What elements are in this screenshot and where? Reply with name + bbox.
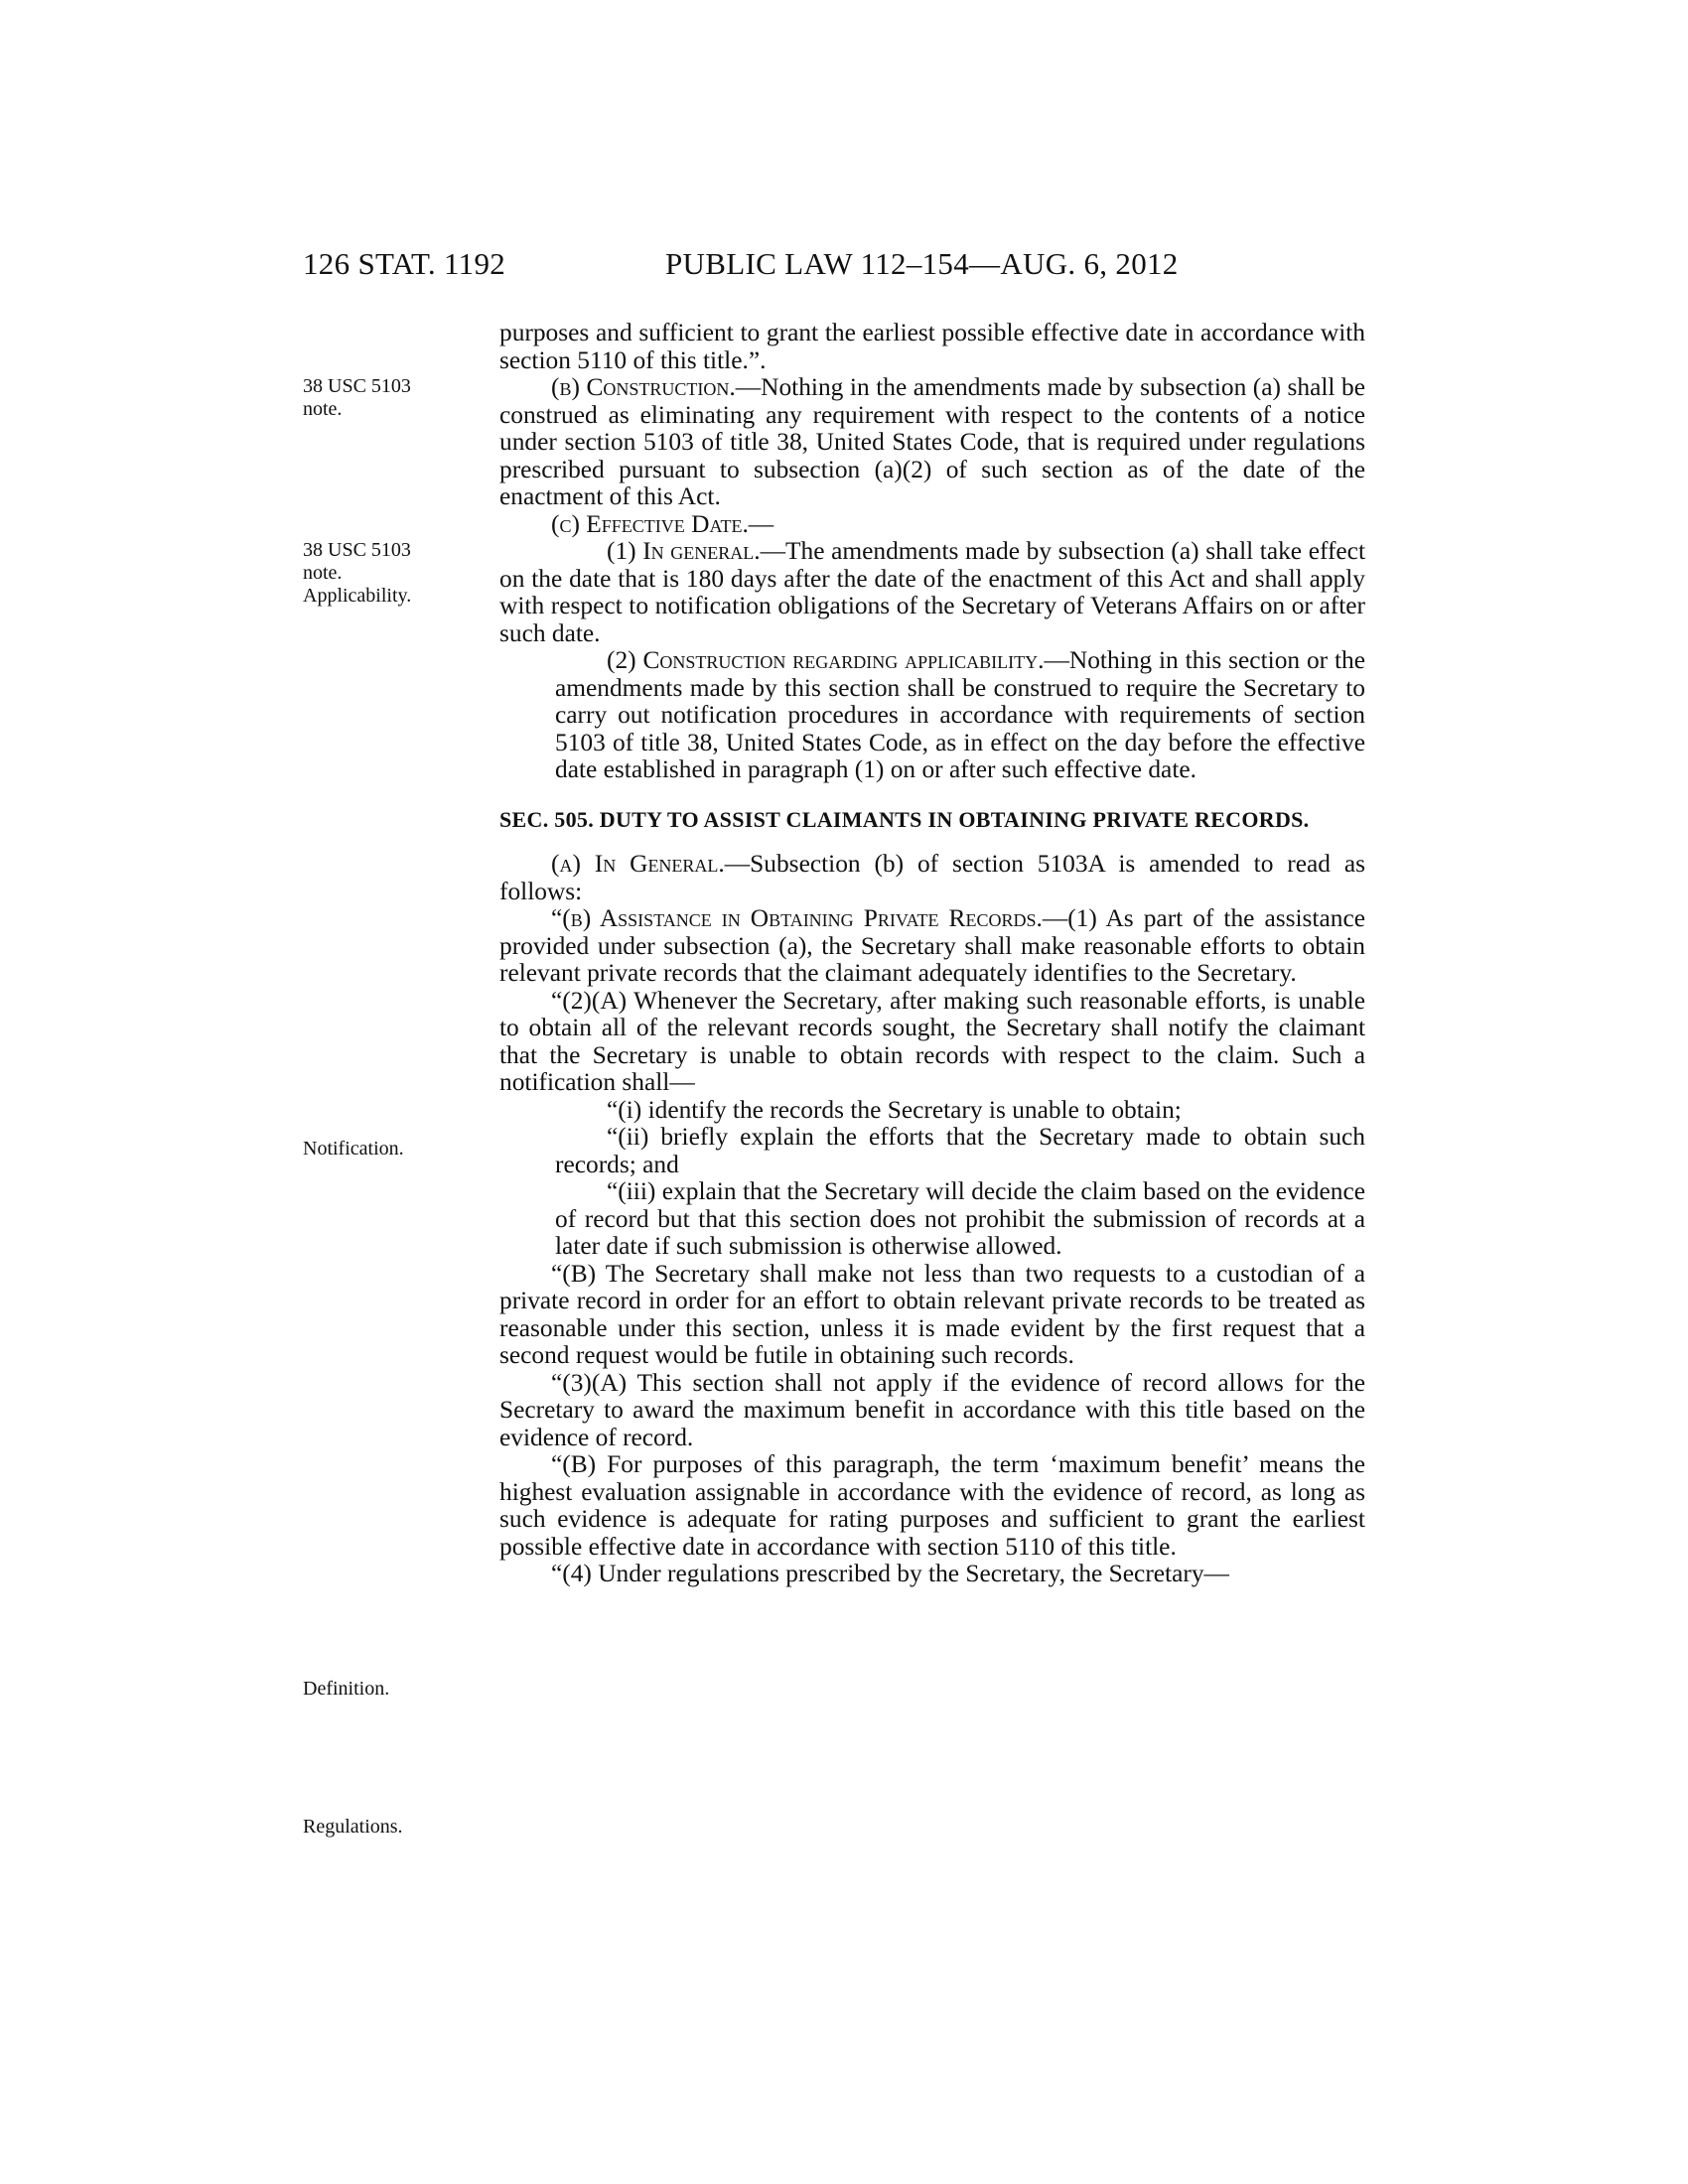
paragraph-text: —Subsection (b) of section 5103A is amended to read as follows:: [499, 850, 1365, 905]
margin-note-text: 38 USC 5103 note.: [303, 375, 411, 420]
paragraph-text: —Nothing in the amendments made by subsection (a) shall be construed as eliminating any requirement with respect to the contents of a notice under section 5103 of title 38, United States Code, that is required under regulations prescribed pursuant to subsection (a)(2) of such section as of the date of the enactment of this Act.: [499, 373, 1365, 510]
margin-note-definition: Definition.: [303, 1678, 390, 1700]
paragraph-heading: (1) In general.: [607, 537, 761, 565]
paragraph-text: —Nothing in this section or the amendments made by this section shall be construed to require the Secretary to carry out notification procedures in accordance with requirements of section 5103 of title 38, United States Code, as in effect on the day before the effective date established in paragraph (1) on or after such effective date.: [555, 646, 1365, 783]
margin-note-notification: Notification.: [303, 1138, 404, 1160]
margin-note-usc-applicability: [303, 539, 442, 608]
margin-note-regulations: Regulations.: [303, 1816, 403, 1838]
paragraph-a-in-general: [499, 851, 1365, 905]
paragraph-c2-construction: [499, 647, 1365, 784]
clause-i: “(i) identify the records the Secretary is unable to obtain;: [607, 1095, 1182, 1124]
paragraph-3b-definition: “(B) For purposes of this paragraph, the term ‘maximum benefit’ means the highest evaluation assignable in accordance with the evidence of record, as long as such evidence is adequate for rating purposes and sufficient to grant the earliest possible effective date in accordance with section 5110 of this title.: [499, 1450, 1365, 1561]
stat-page-number: 126 STAT. 1192: [303, 246, 506, 281]
margin-note-usc-note: [303, 375, 442, 421]
paragraph-heading: (c) Effective Date.—: [551, 509, 774, 538]
law-title: PUBLIC LAW 112–154—AUG. 6, 2012: [665, 246, 1179, 281]
paragraph-b-construction: [499, 374, 1365, 511]
paragraph-c1-in-general: [499, 538, 1365, 647]
paragraph-4-regulations: “(4) Under regulations prescribed by the Secretary, the Secretary—: [551, 1560, 1229, 1587]
paragraph-continuation: purposes and sufficient to grant the earliest possible effective date in accordance with section 5110 of this title.”.: [499, 319, 1365, 374]
paragraph-heading: (b) Construction.: [551, 373, 736, 401]
paragraph-heading: (a) In General.: [551, 850, 725, 878]
paragraph-text: —(1) As part of the assistance provided under subsection (a), the Secretary shall make reasonable efforts to obtain relevant private records that the claimant adequately identifies to the Secretary.: [499, 904, 1365, 987]
paragraph-2b: “(B) The Secretary shall make not less than two requests to a custodian of a private record in order for an effort to obtain relevant private records to be treated as reasonable under this section, unless it is made evident by the first request that a second request would be futile in obtaining such records.: [499, 1259, 1365, 1369]
clause-iii: “(iii) explain that the Secretary will decide the claim based on the evidence of record but that this section does not prohibit the submission of records at a later date if such submission is otherwise allowed.: [555, 1177, 1365, 1260]
paragraph-heading: (2) Construction regarding applicability.: [607, 646, 1045, 674]
paragraph-heading: “(b) Assistance in Obtaining Private Records.: [551, 904, 1043, 932]
statute-body: [499, 320, 1365, 1588]
section-505-heading: SEC. 505. DUTY TO ASSIST CLAIMANTS IN OBTAINING PRIVATE RECORDS.: [499, 806, 1310, 832]
paragraph-3a: “(3)(A) This section shall not apply if the evidence of record allows for the Secretary to award the maximum benefit in accordance with this title based on the evidence of record.: [499, 1368, 1365, 1451]
paragraph-text: —The amendments made by subsection (a) shall take effect on the date that is 180 days after the date of the enactment of this Act and shall apply with respect to notification obligations of the Secretary of Veterans Affairs on or after such date.: [499, 537, 1366, 647]
paragraph-c-effective-date: [499, 511, 1365, 539]
clause-ii: “(ii) briefly explain the efforts that the Secretary made to obtain such records; and: [555, 1123, 1365, 1178]
paragraph-2a: “(2)(A) Whenever the Secretary, after making such reasonable efforts, is unable to obtain all of the relevant records sought, the Secretary shall notify the claimant that the Secretary is unable to obtain records with respect to the claim. Such a notification shall—: [499, 986, 1365, 1096]
paragraph-b-assistance: [499, 905, 1365, 988]
margin-note-text: 38 USC 5103 note. Applicability.: [303, 539, 412, 607]
